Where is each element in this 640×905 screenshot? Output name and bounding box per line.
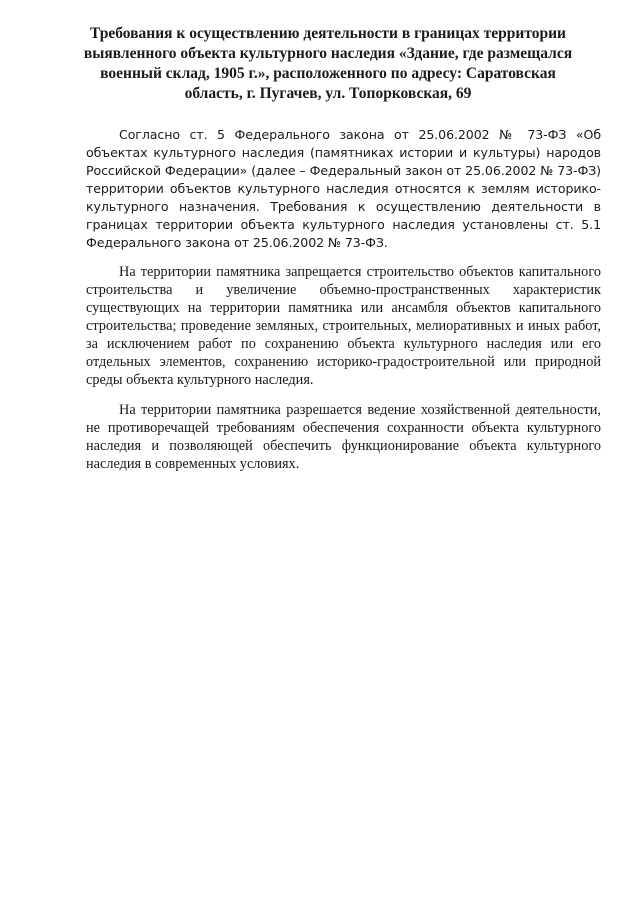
document-title: Требования к осуществлению деятельности в границах территории выявленного объекта культурного наследия «Здание, где размещался военный склад, 1905 г.», расположенного по адресу: Саратовская область, г. Пугачев, ул. Топорковская, 69	[83, 25, 573, 102]
document-body	[86, 126, 601, 484]
paragraph-prohibitions: На территории памятника запрещается строительство объектов капитального строительства и увеличение объемно-пространственных характеристик существующих на территории памятника или ансамбля объектов капитального строительства; проведение земляных, строительных, мелиоративных и иных работ, за исключением работ по сохранению объекта культурного наследия или его отдельных элементов, сохранению историко-градостроительной или природной среды объекта культурного наследия.	[86, 264, 601, 388]
paragraph-legal-basis: Согласно ст. 5 Федерального закона от 25.06.2002 № 73-ФЗ «Об объектах культурного наследия (памятниках истории и культуры) народов Российской Федерации» (далее – Федеральный закон от 25.06.2002 № 73-ФЗ) территории объектов культурного наследия относятся к землям историко-культурного назначения. Требования к осуществлению деятельности в границах территории объекта культурного наследия установлены ст. 5.1 Федерального закона от 25.06.2002 № 73-ФЗ.	[86, 127, 601, 250]
paragraph-permissions: На территории памятника разрешается ведение хозяйственной деятельности, не противоречащей требованиям обеспечения сохранности объекта культурного наследия и позволяющей обеспечить функционирование объекта культурного наследия в современных условиях.	[86, 402, 601, 472]
